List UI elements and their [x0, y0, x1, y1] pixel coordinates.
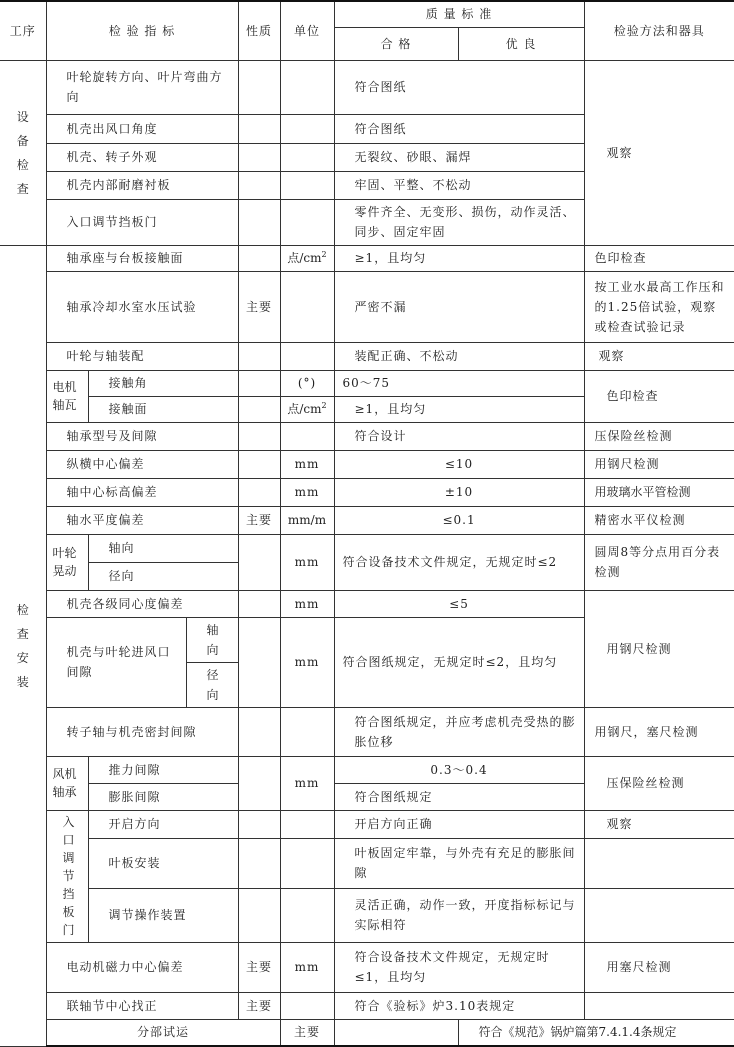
group-motor-bearing: 电机轴瓦	[46, 370, 88, 422]
header-unit: 单位	[280, 1, 334, 60]
indicator-cell: 接触角	[88, 370, 238, 396]
indicator-cell: 轴水平度偏差	[46, 506, 238, 534]
nature-cell: 主要	[238, 271, 280, 342]
indicator-cell: 电动机磁力中心偏差	[46, 942, 238, 992]
standard-cell: 无裂纹、砂眼、漏焊	[334, 143, 584, 171]
indicator-cell: 入口调节挡板门	[46, 199, 238, 245]
trial-label: 分部试运	[46, 1019, 280, 1046]
unit-cell: 点$/cm^2$	[280, 396, 334, 422]
unit-cell: mm/m	[280, 506, 334, 534]
method-cell: 用玻璃水平管检测	[584, 478, 734, 506]
method-cell: 压保险丝检测	[584, 422, 734, 450]
standard-cell: 灵活正确，动作一致，开度指标标记与实际相符	[334, 888, 584, 942]
nature-cell	[238, 60, 280, 114]
indicator-cell: 径向	[186, 662, 238, 707]
nature-cell: 主要	[280, 1019, 334, 1046]
header-indicator: 检 验 指 标	[46, 1, 238, 60]
unit-cell: mm	[280, 450, 334, 478]
header-nature: 性质	[238, 1, 280, 60]
method-cell: 观察	[584, 60, 734, 245]
header-quality-standard: 质 量 标 准	[334, 1, 584, 27]
unit-cell: mm	[280, 942, 334, 992]
standard-cell: 符合图纸规定，并应考虑机壳受热的膨胀位移	[334, 707, 584, 756]
method-cell: 用钢尺，塞尺检测	[584, 707, 734, 756]
standard-cell: ≤10	[334, 450, 584, 478]
unit-cell: 点$/cm^2$	[280, 245, 334, 271]
method-cell: 色印检查	[584, 245, 734, 271]
standard-cell: ≤5	[334, 590, 584, 617]
indicator-cell: 机壳内部耐磨衬板	[46, 171, 238, 199]
indicator-cell: 开启方向	[88, 810, 238, 838]
standard-cell: 零件齐全、无变形、损伤，动作灵活、同步、固定牢固	[334, 199, 584, 245]
standard-cell: 0.3～0.4	[334, 756, 584, 783]
header-qualified: 合 格	[334, 27, 458, 60]
indicator-cell: 轴向	[186, 617, 238, 662]
unit-cell: mm	[280, 617, 334, 707]
unit-cell: mm	[280, 534, 334, 590]
standard-cell: 严密不漏	[334, 271, 584, 342]
indicator-cell: 纵横中心偏差	[46, 450, 238, 478]
indicator-cell: 叶轮与轴装配	[46, 342, 238, 370]
group-inlet-damper: 入口调节挡板门	[46, 810, 88, 942]
indicator-cell: 机壳各级同心度偏差	[46, 590, 238, 617]
method-cell: 用塞尺检测	[584, 942, 734, 992]
indicator-cell: 转子轴与机壳密封间隙	[46, 707, 238, 756]
group-impeller-wobble: 叶轮晃动	[46, 534, 88, 590]
indicator-cell: 轴承冷却水室水压试验	[46, 271, 238, 342]
header-method: 检验方法和器具	[584, 1, 734, 60]
standard-cell: 装配正确、不松动	[334, 342, 584, 370]
standard-cell: 60～75	[334, 370, 584, 396]
unit-cell: mm	[280, 756, 334, 810]
method-cell: 用钢尺检测	[584, 450, 734, 478]
standard-cell: 符合设备技术文件规定，无规定时≤1，且均匀	[334, 942, 584, 992]
indicator-cell: 叶板安装	[88, 838, 238, 888]
nature-cell: 主要	[238, 942, 280, 992]
indicator-cell: 机壳出风口角度	[46, 114, 238, 143]
standard-cell: 符合《验标》炉3.10表规定	[334, 992, 584, 1019]
indicator-cell: 叶轮旋转方向、叶片弯曲方向	[46, 60, 238, 114]
indicator-cell: 轴承座与台板接触面	[46, 245, 238, 271]
standard-cell: ≤0.1	[334, 506, 584, 534]
indicator-cell: 推力间隙	[88, 756, 238, 783]
standard-cell: 开启方向正确	[334, 810, 584, 838]
indicator-cell: 膨胀间隙	[88, 783, 238, 810]
standard-cell: 叶板固定牢靠，与外壳有充足的膨胀间隙	[334, 838, 584, 888]
method-cell: 按工业水最高工作压和的1.25倍试验，观察或检查试验记录	[584, 271, 734, 342]
method-cell: 观察	[584, 810, 734, 838]
method-cell: 压保险丝检测	[584, 756, 734, 810]
standard-cell: 符合《规范》锅炉篇第7.4.1.4条规定	[458, 1019, 734, 1046]
method-cell: 观察	[584, 342, 734, 370]
nature-cell: 主要	[238, 992, 280, 1019]
standard-cell: 符合图纸	[334, 60, 584, 114]
section-equipment-check: 设备检查	[0, 60, 46, 245]
indicator-cell: 轴向	[88, 534, 238, 562]
standard-cell: 牢固、平整、不松动	[334, 171, 584, 199]
section-install-check: 检查安装	[0, 245, 46, 1046]
method-cell: 精密水平仪检测	[584, 506, 734, 534]
indicator-cell: 机壳、转子外观	[46, 143, 238, 171]
indicator-cell: 轴中心标高偏差	[46, 478, 238, 506]
indicator-cell: 接触面	[88, 396, 238, 422]
standard-cell: 符合设备技术文件规定，无规定时≤2	[334, 534, 584, 590]
method-cell: 用钢尺检测	[584, 590, 734, 707]
standard-cell: 符合图纸	[334, 114, 584, 143]
indicator-cell: 联轴节中心找正	[46, 992, 238, 1019]
indicator-cell: 径向	[88, 562, 238, 590]
unit-cell: mm	[280, 478, 334, 506]
standard-cell: ±10	[334, 478, 584, 506]
header-process: 工序	[0, 1, 46, 60]
standard-cell: 符合设计	[334, 422, 584, 450]
method-cell: 色印检查	[584, 370, 734, 422]
standard-cell: ≥1，且均匀	[334, 245, 584, 271]
unit-cell: mm	[280, 590, 334, 617]
group-inlet-gap: 机壳与叶轮进风口间隙	[46, 617, 186, 707]
nature-cell: 主要	[238, 506, 280, 534]
unit-cell	[280, 60, 334, 114]
method-cell: 圆周8等分点用百分表检测	[584, 534, 734, 590]
indicator-cell: 轴承型号及间隙	[46, 422, 238, 450]
group-fan-bearing: 风机轴承	[46, 756, 88, 810]
standard-cell: ≥1，且均匀	[334, 396, 584, 422]
standard-cell: 符合图纸规定，无规定时≤2，且均匀	[334, 617, 584, 707]
unit-cell: (°)	[280, 370, 334, 396]
indicator-cell: 调节操作装置	[88, 888, 238, 942]
header-excellent: 优 良	[458, 27, 584, 60]
standard-cell: 符合图纸规定	[334, 783, 584, 810]
